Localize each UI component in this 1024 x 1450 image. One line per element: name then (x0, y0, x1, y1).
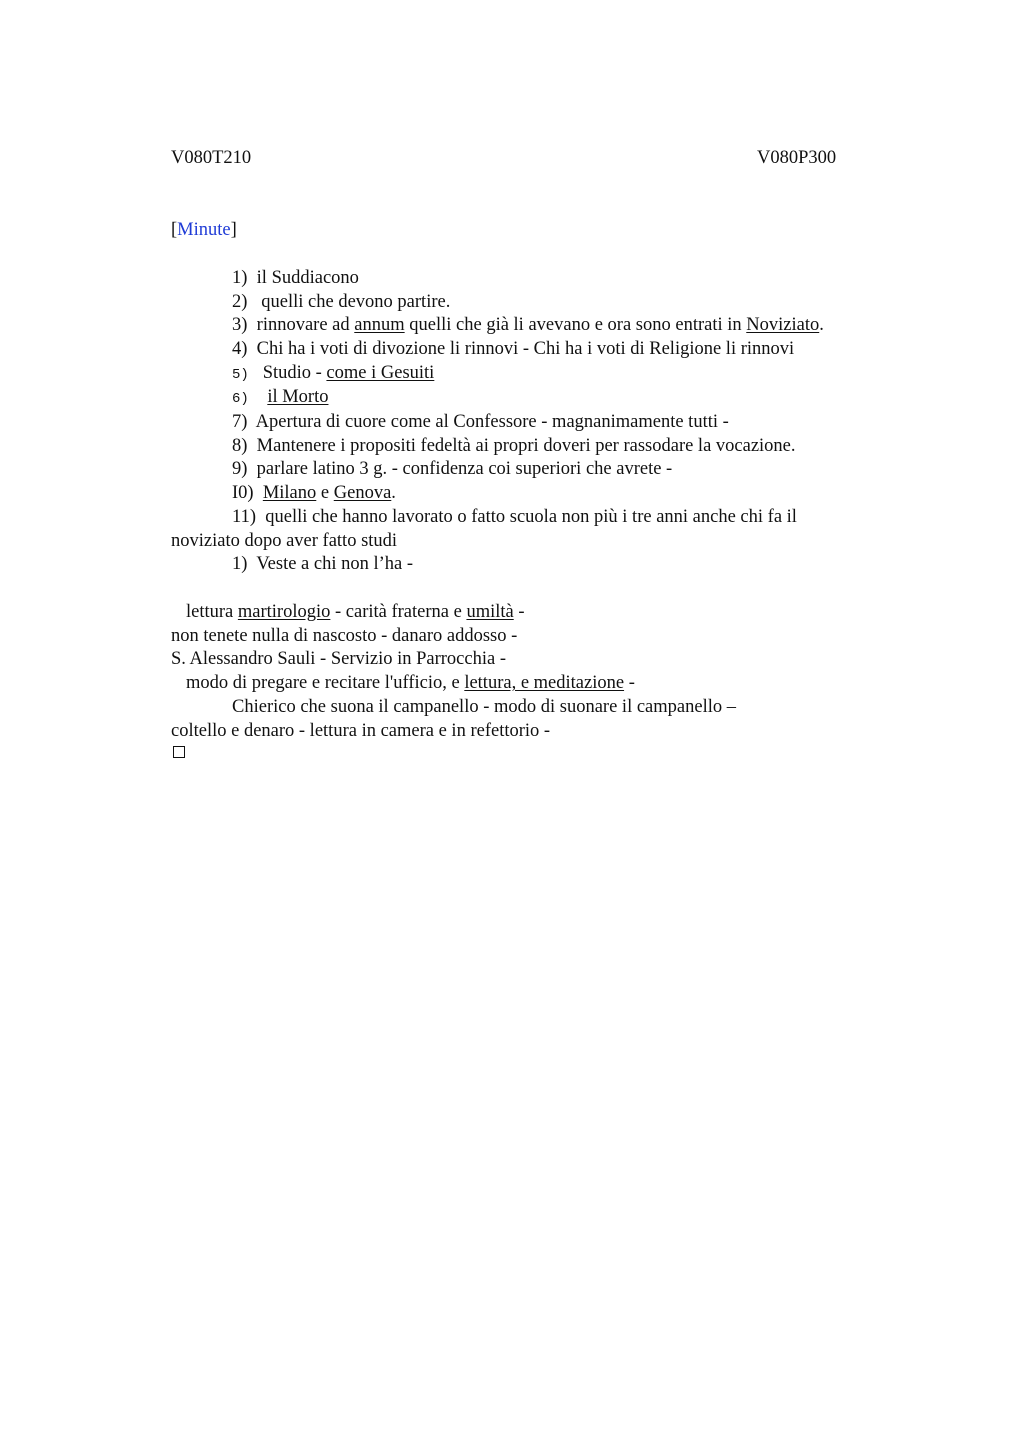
item-number: I0) (232, 483, 254, 503)
list-item-10 (232, 481, 396, 505)
item-number: 8) (232, 436, 248, 456)
item-number: 2) (232, 292, 248, 312)
item-text-post: . (819, 315, 824, 335)
item-number: 9) (232, 459, 248, 479)
item-text: quelli che devono partire. (261, 292, 451, 312)
item-text: quelli che hanno lavorato o fatto scuola non più i tre anni anche chi fa il (265, 507, 797, 527)
list-item-11-continuation: noviziato dopo aver fatto studi (171, 531, 398, 551)
list-item-2 (232, 290, 450, 314)
list-item-12 (232, 552, 413, 576)
item-text-pre: Studio - (262, 363, 322, 383)
list-item-9 (232, 457, 672, 481)
item-number: 5) (232, 367, 249, 383)
section-label-link[interactable]: Minute (177, 220, 231, 240)
list-item-4 (232, 337, 794, 361)
item-text: Veste a chi non l’ha - (256, 554, 414, 574)
list-item-1 (232, 266, 359, 290)
underlined-word: umiltà (466, 602, 514, 622)
underlined-word: Noviziato (746, 315, 820, 335)
item-number: 3) (232, 315, 248, 335)
item-number: 11) (232, 507, 256, 527)
note-line-2: non tenete nulla di nascosto - danaro addosso - (171, 626, 518, 646)
note-line-4 (186, 671, 635, 695)
note-line-5: Chierico che suona il campanello - modo di suonare il campanello – (232, 697, 736, 717)
underlined-word: martirologio (237, 602, 331, 622)
item-text: il Suddiacono (256, 268, 359, 288)
item-text-mid: e (320, 483, 330, 503)
underlined-word: annum (354, 315, 405, 335)
item-number: 4) (232, 339, 248, 359)
note-line-6: coltello e denaro - lettura in camera e in refettorio - (171, 721, 551, 741)
document-code-right: V080P300 (757, 148, 837, 168)
bracket-open: [ (171, 220, 178, 240)
underlined-word: Genova (333, 483, 392, 503)
document-code-left: V080T210 (171, 148, 252, 168)
list-item-8 (232, 434, 796, 458)
list-item-7 (232, 410, 729, 434)
list-item-11 (232, 505, 797, 529)
underlined-phrase: il Morto (267, 387, 329, 407)
underlined-word: Milano (262, 483, 317, 503)
note-text-pre: lettura (186, 602, 234, 622)
item-text-post: . (391, 483, 396, 503)
item-number: 7) (232, 412, 248, 432)
item-number: 6) (232, 391, 249, 407)
list-item-5 (232, 361, 434, 387)
note-text-pre: modo di pregare e recitare l'ufficio, e (186, 673, 460, 693)
note-line-3: S. Alessandro Sauli - Servizio in Parrocchia - (171, 649, 506, 669)
note-text-post: - (628, 673, 635, 693)
item-text: parlare latino 3 g. - confidenza coi superiori che avrete - (256, 459, 673, 479)
note-text-post: - (518, 602, 525, 622)
note-line-1 (186, 600, 525, 624)
item-number: 1) (232, 268, 248, 288)
item-text: Chi ha i voti di divozione li rinnovi - Chi ha i voti di Religione li rinnovi (256, 339, 795, 359)
item-text: Apertura di cuore come al Confessore - magnanimamente tutti - (255, 412, 729, 432)
list-item-3 (232, 313, 824, 337)
note-text-mid: - carità fraterna e (335, 602, 462, 622)
underlined-phrase: lettura, e meditazione (464, 673, 625, 693)
item-text-pre: rinnovare ad (256, 315, 350, 335)
list-item-6 (232, 385, 328, 411)
item-text: Mantenere i propositi fedeltà ai propri doveri per rassodare la vocazione. (256, 436, 796, 456)
section-heading (171, 218, 237, 242)
underlined-phrase: come i Gesuiti (326, 363, 435, 383)
item-text-mid: quelli che già li avevano e ora sono entrati in (409, 315, 742, 335)
empty-square-icon (173, 746, 185, 758)
bracket-close: ] (230, 220, 237, 240)
item-number: 1) (232, 554, 248, 574)
